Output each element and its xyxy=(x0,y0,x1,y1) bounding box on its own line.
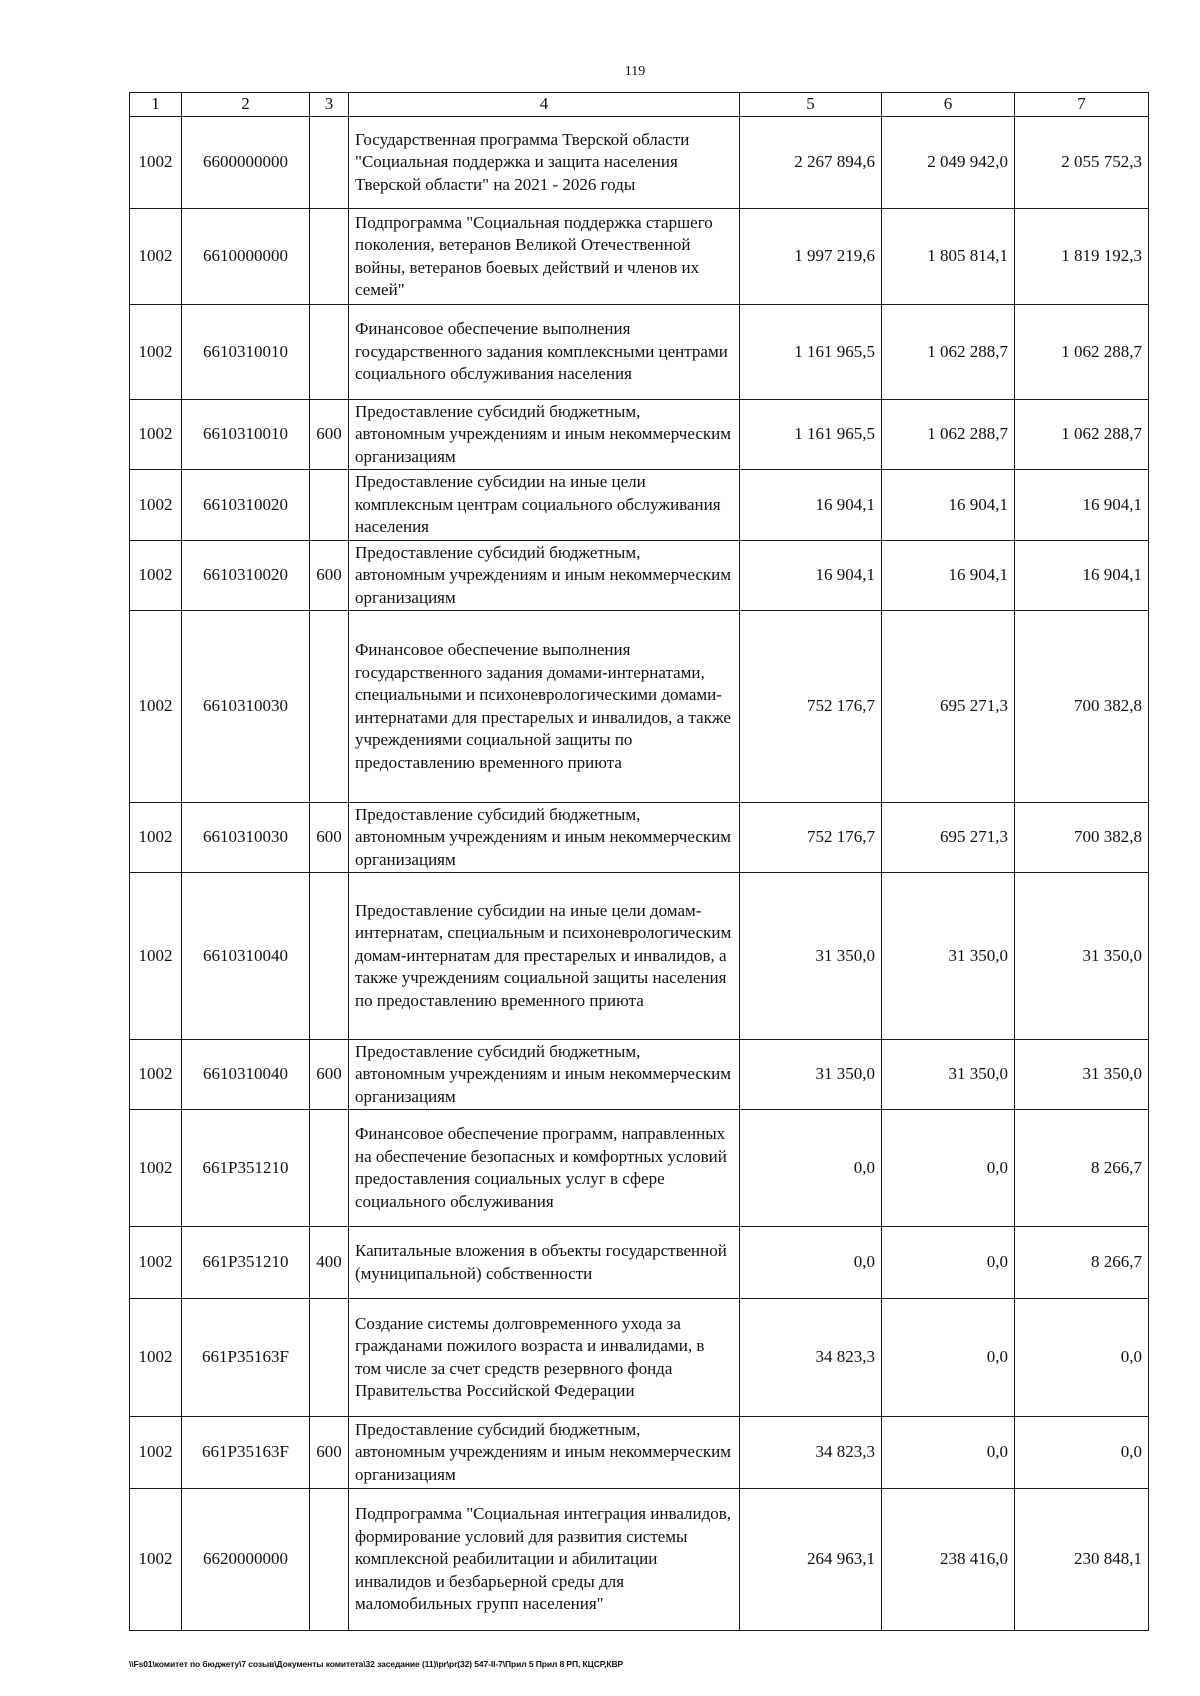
amount-col-7-cell: 16 904,1 xyxy=(1015,541,1149,611)
budget-table xyxy=(129,92,1149,1631)
section-code-cell: 1002 xyxy=(130,1040,182,1110)
amount-col-7-cell: 31 350,0 xyxy=(1015,1040,1149,1110)
amount-col-6-cell: 0,0 xyxy=(882,1299,1015,1417)
amount-col-5-cell: 31 350,0 xyxy=(740,1040,882,1110)
amount-col-7-cell: 700 382,8 xyxy=(1015,803,1149,873)
description-cell: Финансовое обеспечение выполнения государственного задания домами-интернатами, специальными и психоневрологическими домами-интернатами для престарелых и инвалидов, а также учреждениями социальной защиты по предоставлению временного приюта xyxy=(349,611,740,803)
section-code-cell: 1002 xyxy=(130,305,182,400)
amount-col-7-cell: 0,0 xyxy=(1015,1417,1149,1489)
description-cell: Подпрограмма "Социальная интеграция инвалидов, формирование условий для развития системы комплексной реабилитации и абилитации инвалидов и безбарьерной среды для маломобильных групп населения" xyxy=(349,1489,740,1631)
expense-type-cell xyxy=(310,209,349,305)
target-code-cell: 6600000000 xyxy=(182,117,310,209)
section-code-cell: 1002 xyxy=(130,1227,182,1299)
amount-col-6-cell: 0,0 xyxy=(882,1417,1015,1489)
table-body xyxy=(130,117,1149,1631)
amount-col-7-cell: 8 266,7 xyxy=(1015,1110,1149,1227)
section-code-cell: 1002 xyxy=(130,1299,182,1417)
target-code-cell: 661P351210 xyxy=(182,1110,310,1227)
target-code-cell: 6610310020 xyxy=(182,541,310,611)
expense-type-cell xyxy=(310,117,349,209)
table-row xyxy=(130,400,1149,470)
table-row xyxy=(130,1040,1149,1110)
amount-col-5-cell: 752 176,7 xyxy=(740,611,882,803)
amount-col-5-cell: 34 823,3 xyxy=(740,1417,882,1489)
header-col-6: 6 xyxy=(882,93,1015,117)
section-code-cell: 1002 xyxy=(130,1110,182,1227)
amount-col-5-cell: 34 823,3 xyxy=(740,1299,882,1417)
table-row xyxy=(130,117,1149,209)
table-row xyxy=(130,1110,1149,1227)
target-code-cell: 6610310030 xyxy=(182,611,310,803)
amount-col-5-cell: 0,0 xyxy=(740,1110,882,1227)
description-cell: Финансовое обеспечение выполнения государственного задания комплексными центрами социального обслуживания населения xyxy=(349,305,740,400)
amount-col-6-cell: 1 062 288,7 xyxy=(882,305,1015,400)
amount-col-7-cell: 2 055 752,3 xyxy=(1015,117,1149,209)
description-cell: Предоставление субсидий бюджетным, автономным учреждениям и иным некоммерческим организациям xyxy=(349,803,740,873)
section-code-cell: 1002 xyxy=(130,873,182,1040)
table-row xyxy=(130,209,1149,305)
expense-type-cell: 600 xyxy=(310,400,349,470)
expense-type-cell xyxy=(310,1299,349,1417)
amount-col-7-cell: 0,0 xyxy=(1015,1299,1149,1417)
amount-col-6-cell: 0,0 xyxy=(882,1227,1015,1299)
section-code-cell: 1002 xyxy=(130,1417,182,1489)
amount-col-7-cell: 1 062 288,7 xyxy=(1015,400,1149,470)
amount-col-5-cell: 1 997 219,6 xyxy=(740,209,882,305)
section-code-cell: 1002 xyxy=(130,611,182,803)
expense-type-cell: 400 xyxy=(310,1227,349,1299)
description-cell: Предоставление субсидий бюджетным, автономным учреждениям и иным некоммерческим организациям xyxy=(349,1040,740,1110)
table-header xyxy=(130,93,1149,117)
section-code-cell: 1002 xyxy=(130,1489,182,1631)
amount-col-6-cell: 16 904,1 xyxy=(882,470,1015,541)
amount-col-5-cell: 16 904,1 xyxy=(740,470,882,541)
expense-type-cell: 600 xyxy=(310,1417,349,1489)
header-col-5: 5 xyxy=(740,93,882,117)
expense-type-cell xyxy=(310,611,349,803)
target-code-cell: 661P35163F xyxy=(182,1299,310,1417)
amount-col-6-cell: 0,0 xyxy=(882,1110,1015,1227)
table-row xyxy=(130,611,1149,803)
table-row xyxy=(130,305,1149,400)
description-cell: Финансовое обеспечение программ, направленных на обеспечение безопасных и комфортных условий предоставления социальных услуг в сфере социального обслуживания xyxy=(349,1110,740,1227)
description-cell: Предоставление субсидий бюджетным, автономным учреждениям и иным некоммерческим организациям xyxy=(349,1417,740,1489)
amount-col-7-cell: 16 904,1 xyxy=(1015,470,1149,541)
expense-type-cell: 600 xyxy=(310,1040,349,1110)
amount-col-7-cell: 1 819 192,3 xyxy=(1015,209,1149,305)
description-cell: Предоставление субсидии на иные цели домам-интернатам, специальным и психоневрологическим домам-интернатам для престарелых и инвалидов, а также учреждениям социальной защиты населения по предоставлению временного приюта xyxy=(349,873,740,1040)
amount-col-6-cell: 31 350,0 xyxy=(882,1040,1015,1110)
expense-type-cell: 600 xyxy=(310,803,349,873)
header-row xyxy=(130,93,1149,117)
amount-col-6-cell: 1 805 814,1 xyxy=(882,209,1015,305)
header-col-7: 7 xyxy=(1015,93,1149,117)
amount-col-5-cell: 31 350,0 xyxy=(740,873,882,1040)
description-cell: Государственная программа Тверской области "Социальная поддержка и защита населения Тверской области" на 2021 - 2026 годы xyxy=(349,117,740,209)
expense-type-cell xyxy=(310,305,349,400)
target-code-cell: 6610310020 xyxy=(182,470,310,541)
table-row xyxy=(130,1299,1149,1417)
header-col-4: 4 xyxy=(349,93,740,117)
amount-col-7-cell: 1 062 288,7 xyxy=(1015,305,1149,400)
header-col-3: 3 xyxy=(310,93,349,117)
amount-col-7-cell: 31 350,0 xyxy=(1015,873,1149,1040)
table-row xyxy=(130,1227,1149,1299)
description-cell: Предоставление субсидий бюджетным, автономным учреждениям и иным некоммерческим организациям xyxy=(349,541,740,611)
section-code-cell: 1002 xyxy=(130,400,182,470)
expense-type-cell xyxy=(310,873,349,1040)
amount-col-6-cell: 695 271,3 xyxy=(882,611,1015,803)
target-code-cell: 6610310010 xyxy=(182,400,310,470)
amount-col-6-cell: 695 271,3 xyxy=(882,803,1015,873)
section-code-cell: 1002 xyxy=(130,209,182,305)
amount-col-5-cell: 1 161 965,5 xyxy=(740,400,882,470)
target-code-cell: 6620000000 xyxy=(182,1489,310,1631)
amount-col-5-cell: 2 267 894,6 xyxy=(740,117,882,209)
expense-type-cell xyxy=(310,470,349,541)
amount-col-6-cell: 238 416,0 xyxy=(882,1489,1015,1631)
amount-col-5-cell: 752 176,7 xyxy=(740,803,882,873)
description-cell: Капитальные вложения в объекты государственной (муниципальной) собственности xyxy=(349,1227,740,1299)
target-code-cell: 6610310040 xyxy=(182,1040,310,1110)
amount-col-5-cell: 16 904,1 xyxy=(740,541,882,611)
table-row xyxy=(130,541,1149,611)
table-row xyxy=(130,1417,1149,1489)
target-code-cell: 661P35163F xyxy=(182,1417,310,1489)
description-cell: Предоставление субсидий бюджетным, автономным учреждениям и иным некоммерческим организациям xyxy=(349,400,740,470)
expense-type-cell xyxy=(310,1110,349,1227)
target-code-cell: 6610310040 xyxy=(182,873,310,1040)
amount-col-7-cell: 230 848,1 xyxy=(1015,1489,1149,1631)
amount-col-7-cell: 8 266,7 xyxy=(1015,1227,1149,1299)
amount-col-7-cell: 700 382,8 xyxy=(1015,611,1149,803)
description-cell: Предоставление субсидии на иные цели комплексным центрам социального обслуживания населения xyxy=(349,470,740,541)
target-code-cell: 661P351210 xyxy=(182,1227,310,1299)
page-number: 119 xyxy=(624,64,646,79)
target-code-cell: 6610310010 xyxy=(182,305,310,400)
section-code-cell: 1002 xyxy=(130,470,182,541)
header-col-2: 2 xyxy=(182,93,310,117)
amount-col-5-cell: 264 963,1 xyxy=(740,1489,882,1631)
amount-col-6-cell: 1 062 288,7 xyxy=(882,400,1015,470)
amount-col-6-cell: 31 350,0 xyxy=(882,873,1015,1040)
description-cell: Подпрограмма "Социальная поддержка старшего поколения, ветеранов Великой Отечественной войны, ветеранов боевых действий и членов их семей" xyxy=(349,209,740,305)
table-row xyxy=(130,470,1149,541)
section-code-cell: 1002 xyxy=(130,803,182,873)
expense-type-cell: 600 xyxy=(310,541,349,611)
amount-col-6-cell: 2 049 942,0 xyxy=(882,117,1015,209)
file-path-footer: \\Fs01\комитет по бюджету\7 созыв\Документы комитета\32 заседание (11)\pr\pr(32) 547-II-7\Прил 5 Прил 8 РП, КЦСР,КВР xyxy=(129,1659,624,1669)
header-col-1: 1 xyxy=(130,93,182,117)
target-code-cell: 6610000000 xyxy=(182,209,310,305)
table-row xyxy=(130,1489,1149,1631)
section-code-cell: 1002 xyxy=(130,541,182,611)
section-code-cell: 1002 xyxy=(130,117,182,209)
table-row xyxy=(130,873,1149,1040)
expense-type-cell xyxy=(310,1489,349,1631)
amount-col-5-cell: 0,0 xyxy=(740,1227,882,1299)
amount-col-5-cell: 1 161 965,5 xyxy=(740,305,882,400)
target-code-cell: 6610310030 xyxy=(182,803,310,873)
description-cell: Создание системы долговременного ухода за гражданами пожилого возраста и инвалидами, в том числе за счет средств резервного фонда Правительства Российской Федерации xyxy=(349,1299,740,1417)
amount-col-6-cell: 16 904,1 xyxy=(882,541,1015,611)
table-row xyxy=(130,803,1149,873)
